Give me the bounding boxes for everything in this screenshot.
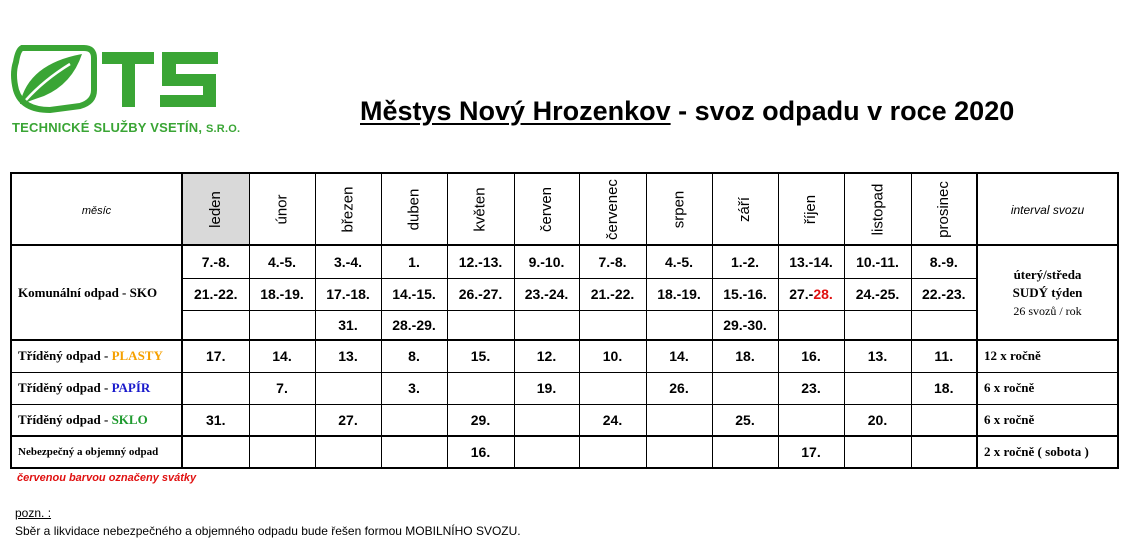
table-cell: 22.-23. [911,278,977,310]
month-header: květen [447,173,514,245]
table-cell: 8. [381,340,447,372]
table-cell: 13. [315,340,381,372]
table-cell [315,372,381,404]
nebezpecny-row [11,436,1118,468]
table-cell: 17. [778,436,844,468]
table-cell [712,436,778,468]
table-cell [447,310,514,340]
table-cell [249,310,315,340]
table-cell [778,404,844,436]
table-cell [778,310,844,340]
table-cell: 26.-27. [447,278,514,310]
table-cell [514,436,579,468]
table-cell: 14. [646,340,712,372]
table-cell [778,278,844,310]
table-cell: 4.-5. [646,245,712,278]
table-cell [249,436,315,468]
table-cell [579,310,646,340]
month-header: červenec [579,173,646,245]
month-header: říjen [778,173,844,245]
table-cell: 1. [381,245,447,278]
table-cell: 20. [844,404,911,436]
table-cell [514,310,579,340]
table-cell [514,404,579,436]
company-logo [10,44,241,136]
table-cell: 17.-18. [315,278,381,310]
sko-interval-days: úterý/středa [1013,266,1082,282]
page-title [360,96,1014,127]
plasty-word: PLASTY [111,348,163,364]
table-cell: 27. [315,404,381,436]
month-header: leden [182,173,249,245]
table-cell: 12. [514,340,579,372]
table-cell: 24. [579,404,646,436]
table-cell: 14. [249,340,315,372]
month-header: březen [315,173,381,245]
interval-header: interval svozu [977,173,1118,245]
table-cell: 15.-16. [712,278,778,310]
month-header: únor [249,173,315,245]
table-cell [315,436,381,468]
logo-company-name [12,120,240,135]
table-cell: 14.-15. [381,278,447,310]
table-cell [911,310,977,340]
papir-label: Tříděný odpad - PAPÍR [11,372,182,404]
table-cell: 15. [447,340,514,372]
papir-interval: 6 x ročně [977,372,1118,404]
plasty-interval: 12 x ročně [977,340,1118,372]
table-cell [844,436,911,468]
sko-interval-count: 26 svozů / rok [1013,303,1082,318]
table-cell: 4.-5. [249,245,315,278]
papir-word: PAPÍR [111,380,151,395]
table-cell: 11. [911,340,977,372]
plasty-row [11,340,1118,372]
table-cell: 23.-24. [514,278,579,310]
table-cell: 24.-25. [844,278,911,310]
month-header: duben [381,173,447,245]
month-header: prosinec [911,173,977,245]
table-cell: 16. [778,340,844,372]
table-cell: 7. [249,372,315,404]
table-cell: 3. [381,372,447,404]
table-cell: 26. [646,372,712,404]
table-cell: 18.-19. [249,278,315,310]
leaf-logo-icon [10,44,225,114]
table-cell [646,310,712,340]
sko-row-1 [11,245,1118,278]
table-cell [911,436,977,468]
sklo-row [11,404,1118,436]
table-cell: 12.-13. [447,245,514,278]
table-cell: 21.-22. [182,278,249,310]
month-header: srpen [646,173,712,245]
holiday-date: 28. [813,286,833,302]
schedule-table [10,172,1119,469]
table-cell: 31. [182,404,249,436]
table-cell [381,404,447,436]
sklo-interval: 6 x ročně [977,404,1118,436]
table-cell: 1.-2. [712,245,778,278]
table-cell [646,404,712,436]
sko-interval-week: SUDÝ týden [1012,284,1083,300]
table-cell: 19. [514,372,579,404]
table-cell [579,372,646,404]
table-cell: 31. [315,310,381,340]
table-cell: 18.-19. [646,278,712,310]
header-month-label: měsíc [11,173,182,245]
table-cell [182,436,249,468]
table-cell: 3.-4. [315,245,381,278]
table-cell [844,310,911,340]
table-cell: 9.-10. [514,245,579,278]
table-cell [182,372,249,404]
table-cell [646,436,712,468]
plasty-label: Tříděný odpad - PLASTY [11,340,182,372]
table-cell: 21.-22. [579,278,646,310]
table-cell [579,436,646,468]
papir-row [11,372,1118,404]
table-cell [844,372,911,404]
note-label: pozn. : [15,506,52,520]
table-cell: 29.-30. [712,310,778,340]
table-cell: 16. [447,436,514,468]
table-cell: 13.-14. [778,245,844,278]
table-cell: 7.-8. [182,245,249,278]
sko-interval [977,245,1118,340]
table-cell [447,372,514,404]
nebezpecny-label: Nebezpečný a objemný odpad [11,436,182,468]
date-value: 27.- [789,286,814,302]
header-row [11,173,1118,245]
table-cell: 18. [712,340,778,372]
table-cell: 25. [712,404,778,436]
sklo-label: Tříděný odpad - SKLO [11,404,182,436]
title-town: Městys Nový Hrozenkov [360,96,671,126]
table-cell [712,372,778,404]
table-cell: 7.-8. [579,245,646,278]
table-cell [182,310,249,340]
month-header: listopad [844,173,911,245]
table-cell [381,436,447,468]
table-cell [911,404,977,436]
sklo-word: SKLO [111,411,148,427]
table-cell: 8.-9. [911,245,977,278]
table-cell: 23. [778,372,844,404]
nebezpecny-interval: 2 x ročně ( sobota ) [977,436,1118,468]
table-cell: 18. [911,372,977,404]
table-cell: 28.-29. [381,310,447,340]
note-text: Sběr a likvidace nebezpečného a objemného odpadu bude řešen formou MOBILNÍHO SVOZU. [15,524,521,538]
sko-label: Komunální odpad - SKO [11,245,182,340]
title-rest: - svoz odpadu v roce 2020 [670,96,1015,126]
table-cell: 29. [447,404,514,436]
month-header: září [712,173,778,245]
logo-name: TECHNICKÉ SLUŽBY VSETÍN, [12,120,203,135]
month-header: červen [514,173,579,245]
holiday-legend: červenou barvou označeny svátky [17,472,197,484]
table-cell: 10. [579,340,646,372]
table-cell: 13. [844,340,911,372]
table-cell: 10.-11. [844,245,911,278]
table-cell: 17. [182,340,249,372]
table-cell [249,404,315,436]
logo-suffix: S.R.O. [206,123,241,135]
